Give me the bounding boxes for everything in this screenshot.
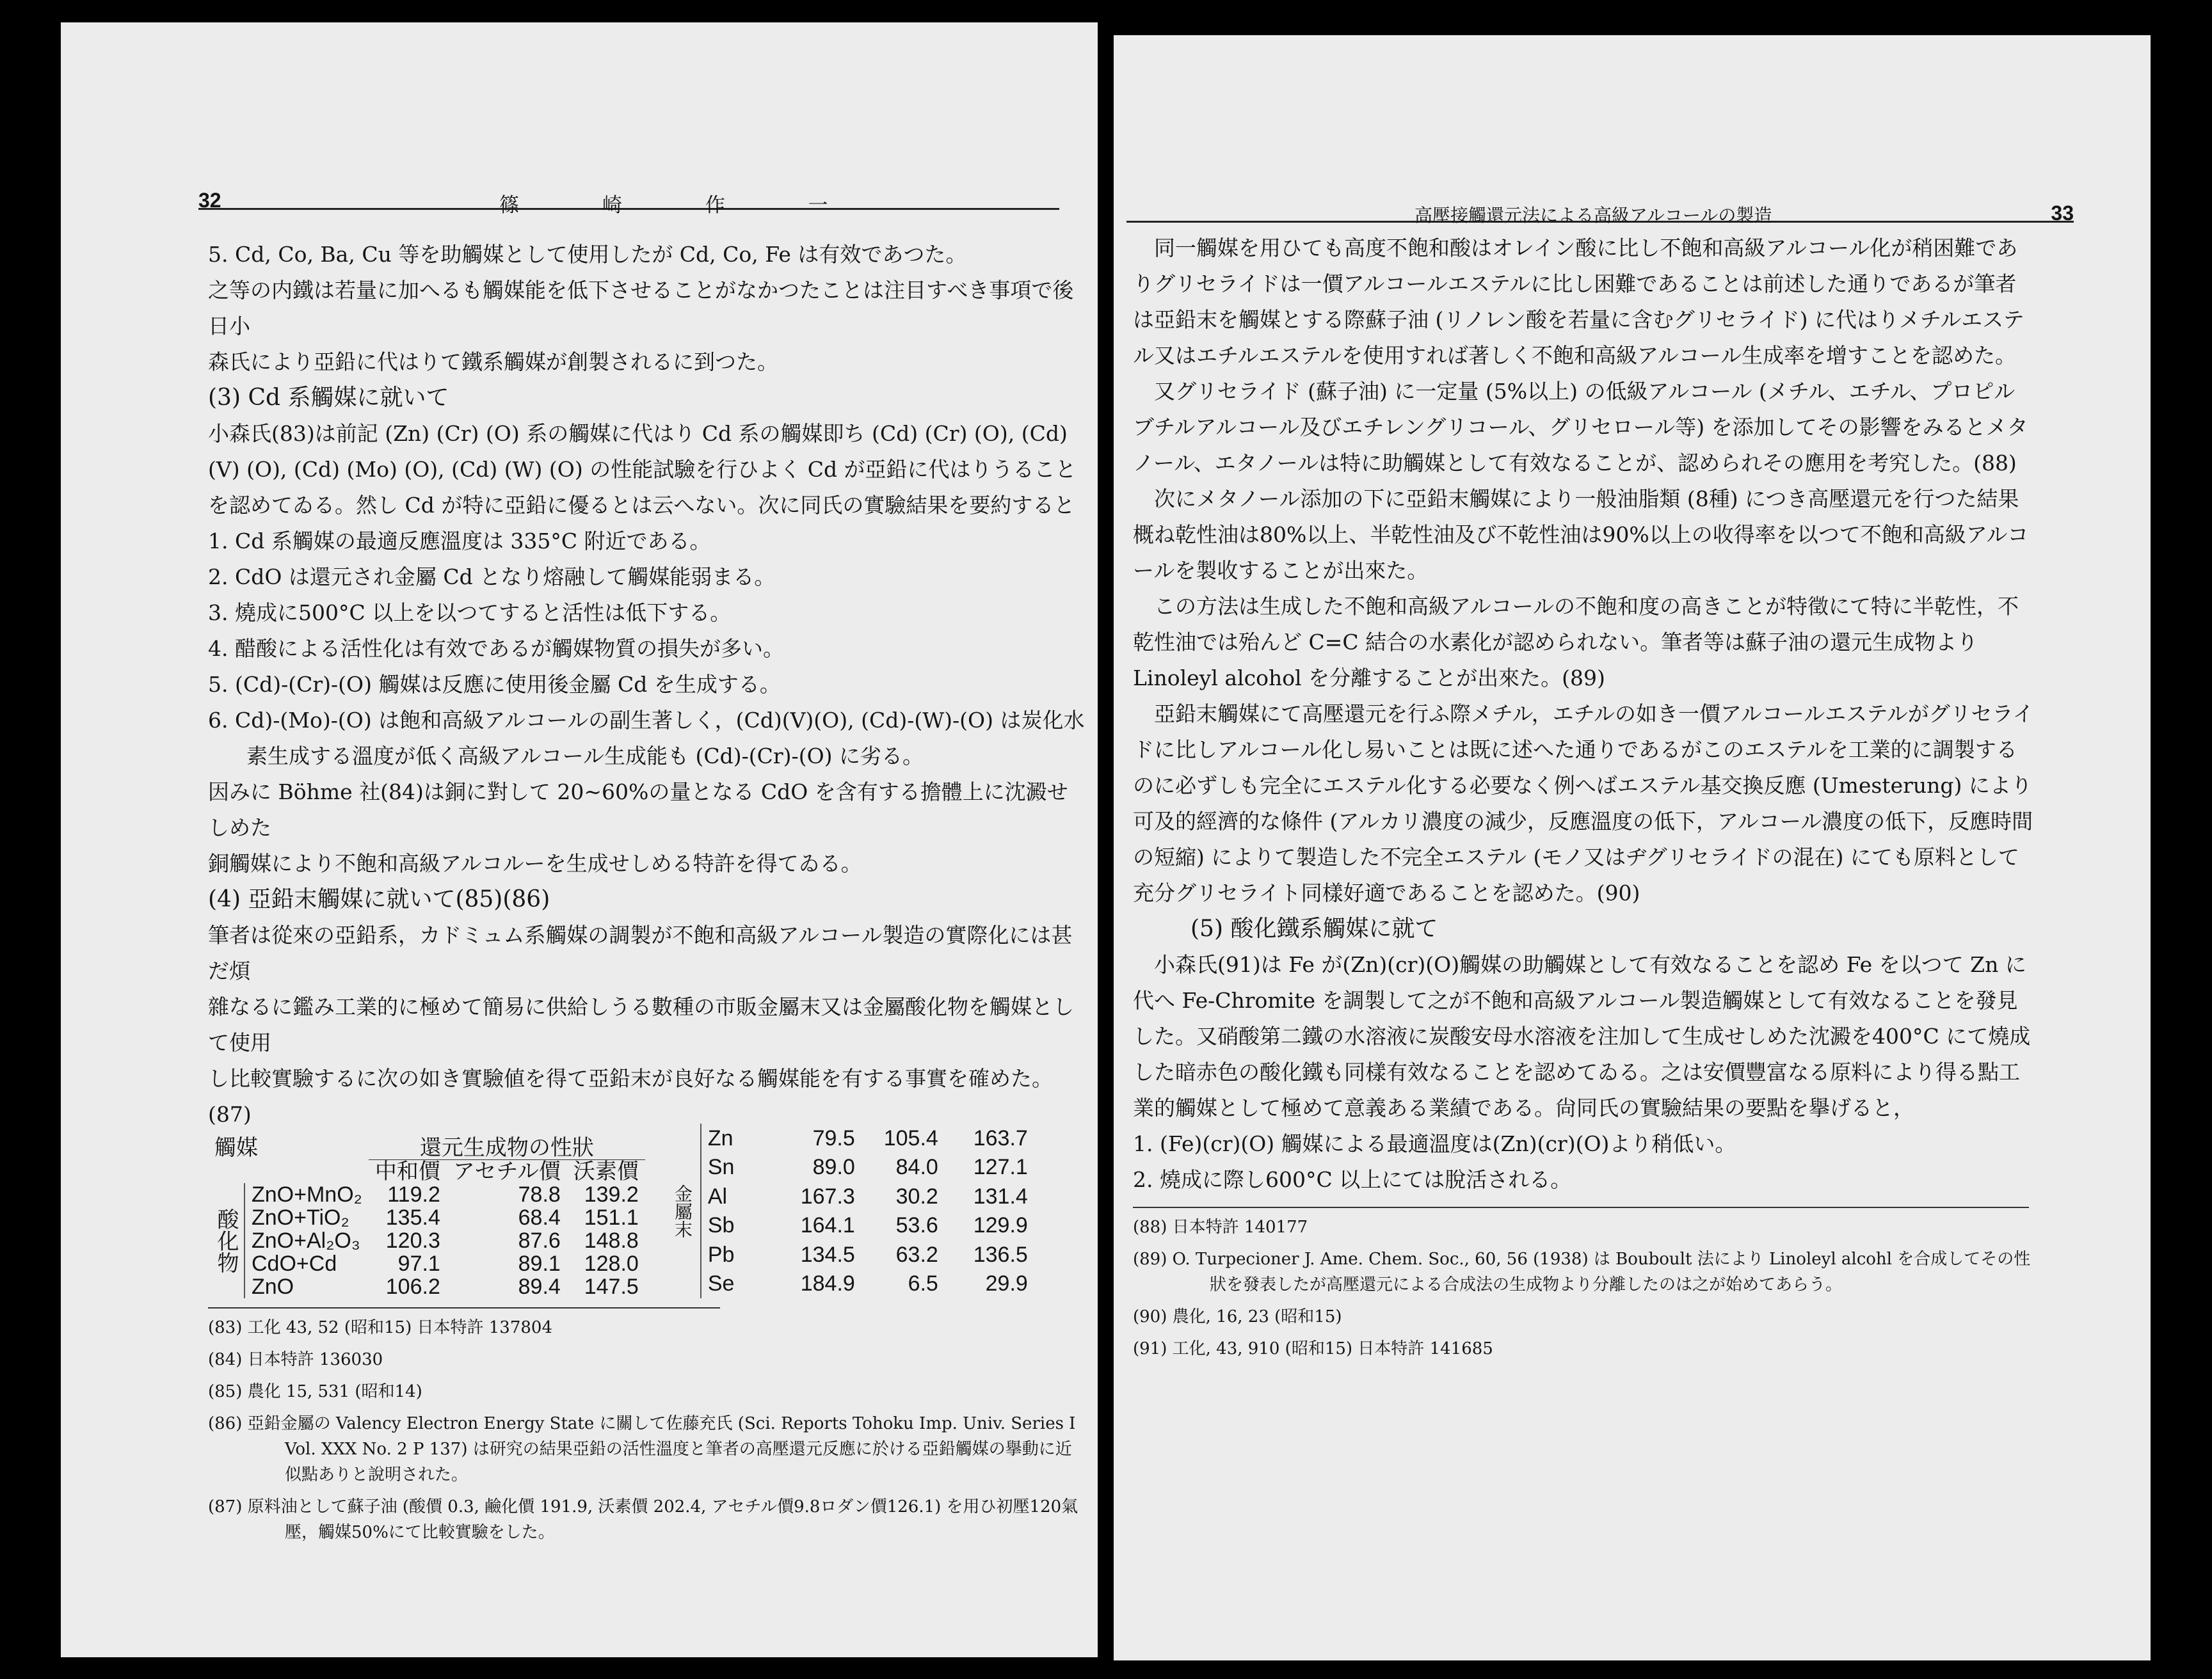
table-cell: ZnO [244,1275,369,1298]
right-page [1114,35,2151,1660]
footnotes [208,1315,1085,1545]
table-cell: 68.4 [518,1206,561,1230]
table-cell: 135.4 [385,1206,440,1230]
table-row [208,1275,645,1298]
table-cell: 89.4 [518,1275,561,1299]
table-cell: Sn [701,1153,772,1182]
table-cell: 89.0 [812,1155,855,1180]
left-page [61,22,1098,1657]
text-line: (V) (O), (Cd) (Mo) (O), (Cd) (W) (O) の性能試驗を行ひよく Cd が亞鉛に代はりうること [208,457,1077,482]
table-cell: 163.7 [973,1126,1028,1150]
metal-table [664,1124,1034,1298]
table-row [664,1124,1034,1153]
table-header-catalyst: 觸媒 [214,1136,258,1161]
table-cell: 119.2 [387,1182,440,1207]
section-heading-3: (3) Cd 系觸媒に就いて [208,385,449,411]
table-cell: 87.6 [518,1229,561,1253]
table-cell: 131.4 [973,1184,1028,1209]
text-line: し比較實驗するに次の如き實驗値を得て亞鉛末が良好なる觸媒能を有する事實を確めた。(87) [208,1066,1053,1127]
footnote: (85) 農化 15, 531 (昭和14) [208,1382,422,1401]
table-row [664,1182,1034,1211]
table-row [664,1240,1034,1269]
table-cell: ZnO+MnO₂ [244,1183,369,1206]
table-row [664,1153,1034,1182]
text-line: 因みに Böhme 社(84)は銅に對して 20~60%の量となる CdO を含有する擔體上に沈澱せしめた [208,779,1068,840]
running-head: 篠 崎 作 一 [499,194,867,217]
list-item: 2. 燒成に際し600°C 以上にては脫活される。 [1133,1167,1572,1192]
column-header: アセチル價 [453,1159,561,1184]
table-row [208,1252,645,1275]
table-cell: 63.2 [895,1242,938,1267]
footnote: (91) 工化, 43, 910 (昭和15) 日本特許 141685 [1133,1339,1493,1358]
text-line: 小森氏(83)は前記 (Zn) (Cr) (O) 系の觸媒に代はり Cd 系の觸媒即ち (Cd) (Cr) (O), (Cd) [208,421,1068,446]
column-header: 沃素價 [573,1159,639,1184]
table-cell: 184.9 [800,1271,855,1296]
list-item: 6. Cd)-(Mo)-(O) は飽和高級アルコールの副生著しく，(Cd)(V)(O), (Cd)-(W)-(O) は炭化水素生成する溫度が低く高級アルコール生成能も (Cd)-(Cr)-(O) に劣る。 [208,708,1085,768]
list-item: 3. 燒成に500°C 以上を以つてすると活性は低下する。 [208,600,732,625]
table-cell: 6.5 [908,1271,938,1296]
page-number: 33 [2051,202,2074,225]
paragraph: 小森氏(91)は Fe が(Zn)(cr)(O)觸媒の助觸媒として有效なることを認め Fe を以つて Zn に代へ Fe-Chromite を調製して之が不飽和高級アルコール製造觸媒として有效なることを發見した。又硝酸第二鐵の水溶液に炭酸安母水溶液を注加して生成せしめた沈澱を400°C にて燒成した暗赤色の酸化鐵も同樣有效なることを認めてゐる。之は安價豐富なる原料により得る點工業的觸媒として極めて意義ある業績である。尙同氏の實驗結果の要點を擧げると， [1133,952,2031,1120]
table-cell: ZnO+Al₂O₃ [244,1229,369,1252]
footnote: (84) 日本特許 136030 [208,1350,383,1369]
table-cell: 134.5 [800,1242,855,1267]
footnote: (86) 亞鉛金屬の Valency Electron Energy State に關して佐藤充氏 (Sci. Reports Tohoku Imp. Univ. Series I Vol. XXX No. 2 P 137) は研究の結果亞鉛の活性溫度と筆者の高壓還元反應に於ける亞鉛觸媒の擧動に近似點ありと說明された。 [208,1414,1076,1484]
table-cell: 127.1 [973,1155,1028,1180]
text-line: 5. Cd, Co, Ba, Cu 等を助觸媒として使用したが Cd, Co, Fe は有效であつた。 [208,242,967,267]
footnote: (87) 原料油として蘇子油 (酸價 0.3, 鹼化價 191.9, 沃素價 202.4, アセチル價9.8ロダン價126.1) を用ひ初壓120氣壓，觸媒50%にて比較實驗をした。 [208,1497,1078,1542]
column-header: 中和價 [374,1159,440,1184]
table-cell: 120.3 [385,1229,440,1253]
row-group-label-metal: 金屬末 [672,1184,693,1238]
table-cell: 105.4 [883,1126,938,1150]
text-line: 銅觸媒により不飽和高級アルコルーを生成せしめる特許を得てゐる。 [208,851,862,876]
table-cell: 97.1 [397,1252,440,1276]
table-cell: 139.2 [584,1182,639,1207]
table-cell: 84.0 [895,1155,938,1180]
table-cell: ZnO+TiO₂ [244,1206,369,1229]
oxide-table [208,1136,645,1298]
table-cell: 78.8 [518,1182,561,1207]
section-heading-5: (5) 酸化鐵系觸媒に就て [1190,916,1438,942]
paragraph: この方法は生成した不飽和高級アルコールの不飽和度の高きことが特徵にて特に半乾性，不乾性油では殆んど C=C 結合の水素化が認められない。筆者等は蘇子油の還元生成物より Linoleyl alcohol を分離することが出來た。(89) [1133,594,2019,690]
table-cell: Al [701,1182,772,1211]
page-number: 32 [198,189,221,212]
table-row [208,1183,645,1206]
table-cell: 106.2 [385,1275,440,1299]
table-row [664,1269,1034,1299]
catalyst-table-block [208,1126,1085,1299]
table-cell: 129.9 [973,1213,1028,1238]
table-cell: 151.1 [584,1206,639,1230]
table-cell: 164.1 [800,1213,855,1238]
list-item: 2. CdO は還元され金屬 Cd となり熔融して觸媒能弱まる。 [208,564,776,589]
list-item: 5. (Cd)-(Cr)-(O) 觸媒は反應に使用後金屬 Cd を生成する。 [208,672,781,697]
right-body [1133,230,2035,1368]
footnote: (88) 日本特許 140177 [1133,1218,1308,1237]
footnote-rule [1133,1207,2029,1208]
table-cell: 89.1 [518,1252,561,1276]
left-header [198,163,1059,217]
footnote-rule [208,1307,720,1309]
table-cell: 30.2 [895,1184,938,1209]
table-cell: 147.5 [584,1275,639,1299]
row-group-label-oxide: 酸化物 [214,1208,238,1273]
paragraph: 亞鉛末觸媒にて高壓還元を行ふ際メチル，エチルの如き一價アルコールエステルがグリセライドに比しアルコール化し易いことは既に述へた通りであるがこのエステルを工業的に調製するのに必ずしも完全にエステル化する必要なく例へばエステル基交換反應 (Umesterung) により可及的經濟的な條件 (アルカリ濃度の減少，反應溫度の低下，アルコール濃度の低下，反應時間の短縮) によりて製造した不完全エステル (モノ又はヂグリセライドの混在) にても原料として充分グリセライト同樣好適であることを認めた。(90) [1133,701,2034,905]
list-item: 4. 醋酸による活性化は有效であるが觸媒物質の損失が多い。 [208,636,784,661]
paragraph: 次にメタノール添加の下に亞鉛末觸媒により一般油脂類 (8種) につき高壓還元を行つた結果概ね乾性油は80%以上、半乾性油及び不乾性油は90%以上の收得率を以つて不飽和高級アルコールを製收することが出來た。 [1133,486,2029,583]
paragraph: 又グリセライド (蘇子油) に一定量 (5%以上) の低級アルコール (メチル、エチル、プロピル ブチルアルコール及びエチレングリコール、グリセロール等) を添加してその影響をみるとメタノール、エタノールは特に助觸媒として有效なることが、認められその應用を考究した。(88) [1133,379,2028,475]
table-group-header: 還元生成物の性狀 [369,1136,645,1160]
text-line: を認めてゐる。然し Cd が特に亞鉛に優るとは云へない。次に同氏の實驗結果を要約すると [208,493,1075,518]
table-cell: 29.9 [985,1271,1028,1296]
table-cell: Pb [701,1240,772,1269]
table-cell: Se [701,1269,772,1299]
table-row [208,1229,645,1252]
table-cell: 148.8 [584,1229,639,1253]
table-cell: 136.5 [973,1242,1028,1267]
left-body [208,237,1085,1552]
footnote: (90) 農化, 16, 23 (昭和15) [1133,1307,1342,1326]
text-line: 之等の内鐵は若量に加へるも觸媒能を低下させることがなかつたことは注目すべき事項で後日小 [208,278,1074,338]
list-item: 1. (Fe)(cr)(O) 觸媒による最適溫度は(Zn)(cr)(O)より稍低い。 [1133,1131,1736,1156]
running-head: 高壓接觸還元法による高級アルコールの製造 [1415,205,1772,226]
table-cell: 167.3 [800,1184,855,1209]
table-row [664,1211,1034,1241]
footnotes [1133,1214,2035,1362]
text-line: 森氏により亞鉛に代はりて鐵系觸媒が創製されるに到つた。 [208,349,778,374]
table-cell: 53.6 [895,1213,938,1238]
right-header [1126,176,2074,226]
table-cell: CdO+Cd [244,1252,369,1275]
section-heading-4: (4) 亞鉛末觸媒に就いて(85)(86) [208,886,550,912]
footnote: (89) O. Turpecioner J. Ame. Chem. Soc., 60, 56 (1938) は Bouboult 法により Linoleyl alcohl を合成してその性狀を發表したが高壓還元による合成法の生成物より分離したのは之が始めてあらう。 [1133,1250,2031,1294]
list-item: 1. Cd 系觸媒の最適反應溫度は 335°C 附近である。 [208,529,711,553]
table-row [208,1206,645,1229]
table-cell: 128.0 [584,1252,639,1276]
table-cell: 79.5 [812,1126,855,1150]
text-line: 筆者は從來の亞鉛系，カドミュム系觸媒の調製が不飽和高級アルコール製造の實際化には甚だ煩 [208,923,1073,983]
text-line: 雜なるに鑑み工業的に極めて簡易に供給しうる數種の市販金屬末又は金屬酸化物を觸媒として使用 [208,994,1074,1055]
table-cell: Zn [701,1124,772,1153]
table-cell: Sb [701,1211,772,1241]
paragraph: 同一觸媒を用ひても高度不飽和酸はオレイン酸に比し不飽和高級アルコール化が稍困難でありグリセライドは一價アルコールエステルに比し困難であることは前述した通りであるが筆者は亞鉛末を觸媒とする際蘇子油 (リノレン酸を若量に含むグリセライド) に代はりメチルエステル又はエチルエステルを使用すれば著しく不飽和高級アルコール生成率を增すことを認めた。 [1133,235,2024,368]
footnote: (83) 工化 43, 52 (昭和15) 日本特許 137804 [208,1318,553,1337]
